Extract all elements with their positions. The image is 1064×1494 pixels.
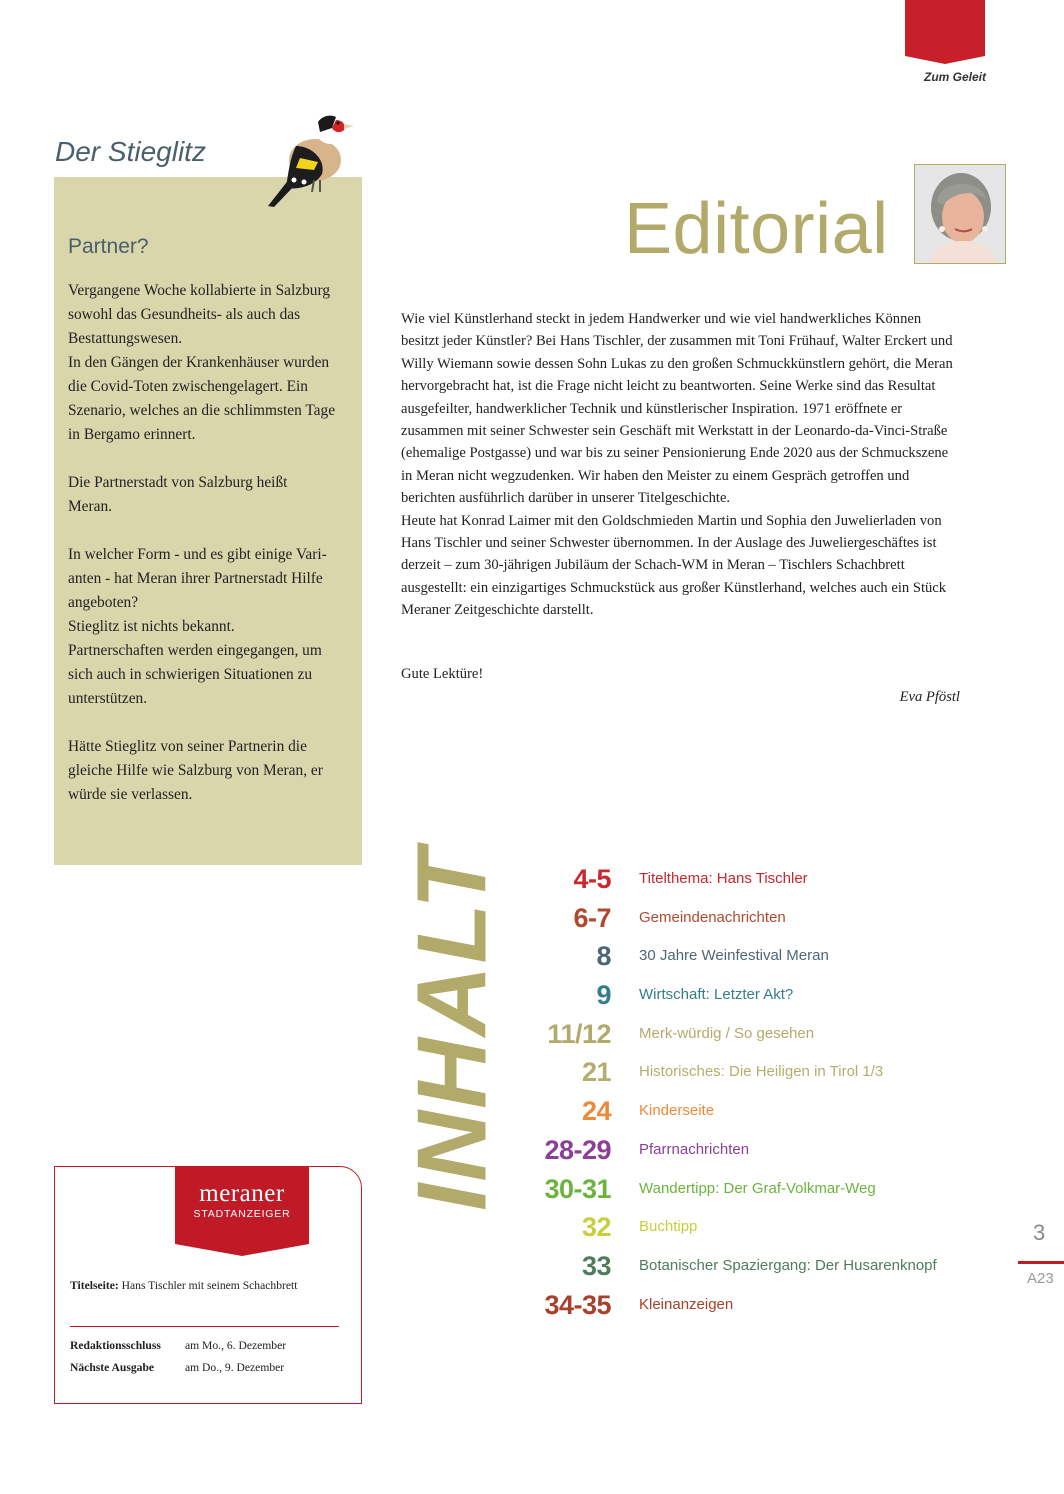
imprint-box — [54, 1166, 362, 1404]
toc-page-number: 28-29 — [544, 1134, 611, 1165]
column-paragraph: Die Partnerstadt von Salzburg heißt Meran. — [68, 474, 288, 515]
table-of-contents — [510, 862, 1010, 1326]
logo-subline: STADTANZEIGER — [193, 1208, 291, 1220]
toc-page-number: 9 — [596, 980, 611, 1011]
toc-title: Wandertipp: Der Graf-Volkmar-Weg — [639, 1179, 876, 1197]
toc-title: Kleinanzeigen — [639, 1295, 734, 1313]
toc-item — [510, 862, 1010, 901]
deadline-label: Redaktionsschluss — [70, 1339, 161, 1352]
toc-page-number: 8 — [596, 941, 611, 972]
toc-page-number: 4-5 — [573, 864, 611, 894]
editorial-paragraph: Heute hat Konrad Laimer mit den Goldschmieden Martin und Sophia den Juwelierladen von Hans Tischler und seiner Schwester übernommen. In der Auslage des Juweliergeschäftes ist derzeit – zum 30-jährigen Jubiläum der Schach-WM in Meran – Tischlers Schachbrett ausgestellt: ein einzigartiges Schmuckstück aus großer Künstlerhand, welches auch ein Stück Meraner Zeitgeschichte darstellt. — [401, 512, 947, 619]
column-paragraph: In welcher Form - und es gibt einige Vari- anten - hat Meran ihrer Partnerstadt Hilfe angeboten? Stieglitz ist nichts bekannt. Partnerschaften werden eingegangen, um sich auch in schwierigen Situationen zu unterstützen. — [68, 546, 327, 707]
editorial-closing: Gute Lektüre! — [401, 666, 484, 682]
cover-caption — [70, 1279, 297, 1292]
toc-title: Pfarrnachrichten — [639, 1140, 750, 1158]
toc-title: Wirtschaft: Letzter Akt? — [639, 986, 794, 1004]
meraner-logo-text — [175, 1166, 309, 1256]
toc-item — [510, 1055, 1010, 1094]
cover-caption-text: Hans Tischler mit seinem Schachbrett — [121, 1279, 298, 1292]
contents-label: INHALT — [396, 847, 507, 1211]
deadline-row — [70, 1339, 286, 1352]
toc-item — [510, 1094, 1010, 1133]
toc-title: Merk-würdig / So gesehen — [639, 1024, 815, 1042]
imprint-divider — [70, 1326, 339, 1327]
toc-title: Kinderseite — [639, 1102, 715, 1120]
next-issue-label: Nächste Ausgabe — [70, 1361, 155, 1374]
page-number-rule — [1018, 1261, 1064, 1264]
column-paragraph: Hätte Stieglitz von seiner Partnerin die gleiche Hilfe wie Salzburg von Meran, er würde sie verlassen. — [68, 738, 323, 803]
toc-title: 30 Jahre Weinfestival Meran — [639, 947, 829, 965]
editorial-paragraph: Wie viel Künstlerhand steckt in jedem Handwerker und wie viel handwerkliches Können besitzt jeder Künstler? Bei Hans Tischler, der zusammen mit Toni Frühauf, Walter Erckert und Willy Wiemann sowie dessen Sohn Lukas zu den großen Schmuckkünstlern gehört, die Meran hervorgebracht hat, ist die Frage nicht leicht zu beantworten. Seine Werke sind das Resultat ausgefeilter, handwerklicher Technik und künstlerischer Inspiration. 1971 eröffnete er zusammen mit seiner Schwester sein Geschäft mit Werkstatt in der Leonardo-da-Vinci-Straße (ehemalige Postgasse) und war bis zu seiner Pensionierung Ende 2020 aus der Schmuckszene in Meran nicht wegzudenken. Wir haben den Meister zu einem Gespräch getroffen und berichten ausführlich darüber in unserer Titelgeschichte. — [401, 311, 953, 507]
logo-wordmark: meraner — [199, 1180, 285, 1207]
editorial-body — [401, 308, 957, 622]
deadline-value: am Mo., 6. Dezember — [185, 1339, 287, 1352]
editorial-title: Editorial — [624, 189, 889, 269]
toc-item — [510, 901, 1010, 940]
page-code: A23 — [1027, 1270, 1054, 1287]
toc-title: Historisches: Die Heiligen in Tirol 1/3 — [639, 1063, 884, 1081]
toc-page-number: 11/12 — [547, 1018, 611, 1049]
toc-page-number: 30-31 — [544, 1173, 611, 1204]
toc-title: Buchtipp — [639, 1218, 698, 1236]
toc-page-number: 6-7 — [573, 902, 611, 933]
next-issue-row — [70, 1361, 284, 1374]
column-paragraph: Vergangene Woche kollabierte in Salzburg sowohl das Gesundheits- als auch das Bestattungswesen. In den Gängen der Krankenhäuser wurden die Covid-Toten zwischengelagert. Ein Szenario, welches an die schlimmsten Tage in Bergamo erinnert. — [68, 282, 336, 443]
toc-item — [510, 1249, 1010, 1288]
toc-page-number: 21 — [581, 1057, 611, 1088]
section-ribbon — [905, 0, 985, 64]
section-tag: Zum Geleit — [923, 70, 986, 84]
goldfinch-illustration — [260, 108, 355, 208]
next-issue-value: am Do., 9. Dezember — [185, 1361, 285, 1374]
column-title: Der Stieglitz — [55, 136, 206, 167]
toc-item — [510, 1210, 1010, 1249]
contents-label-wrap — [396, 847, 507, 1211]
toc-item — [510, 1288, 1010, 1327]
toc-item — [510, 1133, 1010, 1172]
toc-page-number: 32 — [581, 1212, 611, 1243]
toc-title: Titelthema: Hans Tischler — [639, 870, 808, 887]
toc-title: Botanischer Spaziergang: Der Husarenknopf — [639, 1256, 937, 1274]
toc-item — [510, 978, 1010, 1017]
column-heading: Partner? — [68, 235, 149, 258]
toc-page-number: 24 — [581, 1096, 611, 1127]
cover-caption-label: Titelseite: — [70, 1279, 119, 1292]
toc-title: Gemeindenachrichten — [639, 908, 786, 926]
page-number: 3 — [1033, 1220, 1046, 1245]
stieglitz-column-box — [54, 177, 362, 865]
toc-item — [510, 939, 1010, 978]
author-portrait — [914, 164, 1006, 264]
toc-item — [510, 1017, 1010, 1056]
toc-page-number: 33 — [581, 1250, 611, 1281]
toc-page-number: 34-35 — [544, 1289, 611, 1320]
editorial-author: Eva Pföstl — [899, 689, 960, 705]
toc-item — [510, 1172, 1010, 1211]
